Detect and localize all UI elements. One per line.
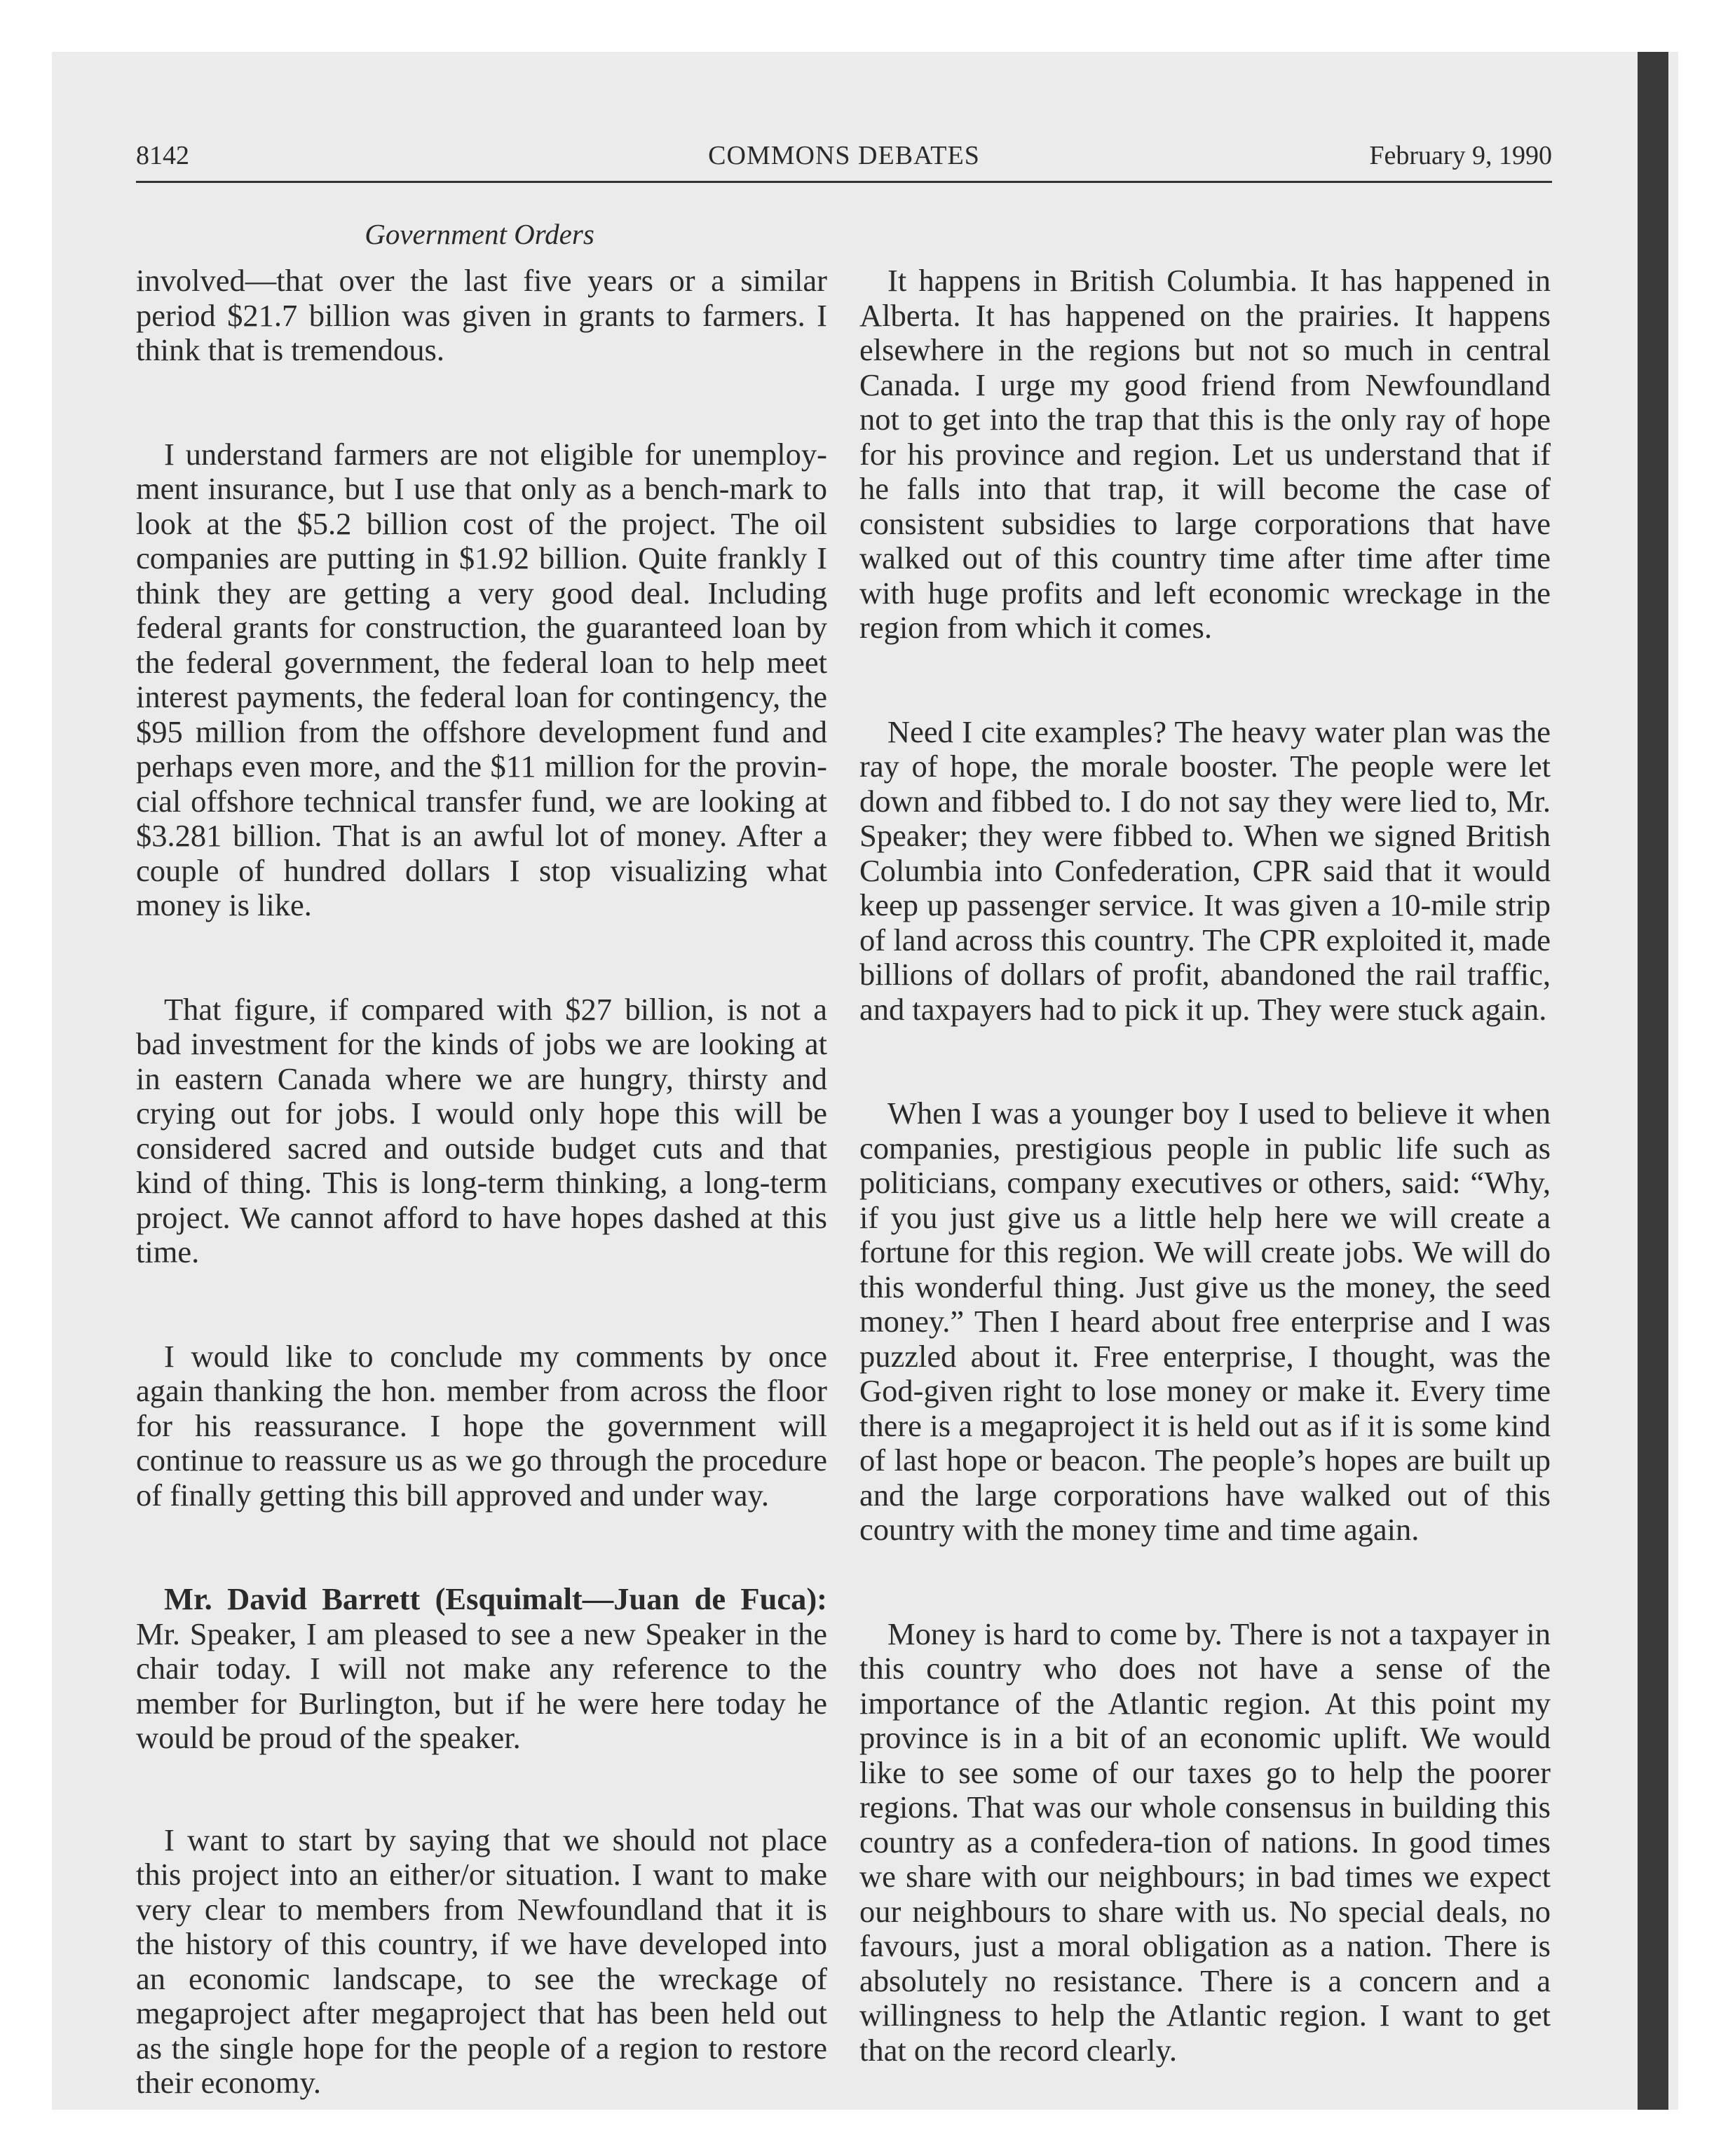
- page-number: 8142: [136, 141, 189, 170]
- paragraph: It happens in British Columbia. It has happened in Alberta. It has happened on the prairies. It happens elsewhere in the regions but not so much in central Canada. I urge my good friend from Newfoundland not to get into the trap that this is the only ray of hope for his province and region. Let us understand that if he falls into that trap, it will become the case of consistent subsidies to large corporations that have walked out of this country time after time after time with huge profits and left economic wreckage in the region from which it comes.: [859, 263, 1551, 645]
- paragraph: Money is hard to come by. There is not a taxpayer in this country who does not have a sense of the importance of the Atlantic region. At this point my province is in a bit of an economic uplift. We would like to see some of our taxes go to help the poorer regions. That was our whole consensus in building this country as a confedera-tion of nations. In good times we share with our neighbours; in bad times we expect our neighbours to share with us. No special deals, no favours, just a moral obligation as a nation. There is absolutely no resistance. There is a concern and a willingness to help the Atlantic region. I want to get that on the record clearly.: [859, 1616, 1551, 2068]
- paragraph: That figure, if compared with $27 billion, is not a bad investment for the kinds of jobs we are looking at in eastern Canada where we are hungry, thirsty and crying out for jobs. I would only hope this will be considered sacred and outside budget cuts and that kind of thing. This is long-term thinking, a long-term project. We cannot afford to have hopes dashed at this time.: [136, 991, 827, 1269]
- speaker-name: Mr. David Barrett (Esquimalt—Juan de Fuca):: [164, 1581, 827, 1616]
- paragraph: involved—that over the last five years or a similar period $21.7 billion was given in grants to farmers. I think that is tremendous.: [136, 263, 827, 367]
- paragraph: I would like to conclude my comments by once again thanking the hon. member from across the floor for his reassurance. I hope the government will continue to reassure us as we go through the procedure of finally getting this bill approved and under way.: [136, 1338, 827, 1513]
- paragraph: I want to start by saying that we should not place this project into an either/or situation. I want to make very clear to members from Newfoundland that it is the history of this country, if we have developed into an economic landscape, to see the wreckage of megaproject after megaproject that has been held out as the single hope for the people of a region to restore their economy.: [136, 1822, 827, 2100]
- speaker-paragraph: [136, 1582, 827, 1756]
- publication-title: COMMONS DEBATES: [708, 141, 980, 170]
- paragraph: Need I cite examples? The heavy water plan was the ray of hope, the morale booster. The people were let down and fibbed to. I do not say they were lied to, Mr. Speaker; they were fibbed to. When we signed British Columbia into Confederation, CPR said that it would keep up passenger service. It was given a 10-mile strip of land across this country. The CPR exploited it, made billions of dollars of profit, abandoned the rail traffic, and taxpayers had to pick it up. They were stuck again.: [859, 714, 1551, 1027]
- paragraph: I understand farmers are not eligible for unemploy-ment insurance, but I use that only as a bench-mark to look at the $5.2 billion cost of the project. The oil companies are putting in $1.92 billion. Quite frankly I think they are getting a very good deal. Including federal grants for construction, the guaranteed loan by the federal government, the federal loan to help meet interest payments, the federal loan for contingency, the $95 million from the offshore development fund and perhaps even more, and the $11 million for the provin-cial offshore technical transfer fund, we are looking at $3.281 billion. That is an awful lot of money. After a couple of hundred dollars I stop visualizing what money is like.: [136, 436, 827, 922]
- header-rule: [136, 181, 1552, 183]
- speaker-text: Mr. Speaker, I am pleased to see a new Speaker in the chair today. I will not make any reference to the member for Burlington, but if he were here today he would be proud of the speaker.: [136, 1616, 827, 1755]
- paragraph: When I was a younger boy I used to believe it when companies, prestigious people in public life such as politicians, company executives or others, said: “Why, if you just give us a little help here we will create a fortune for this region. We will create jobs. We will do this wonderful thing. Just give us the money, the seed money.” Then I heard about free enterprise and I was puzzled about it. Free enterprise, I thought, was the God-given right to lose money or make it. Every time there is a megaproject it is held out as if it is some kind of last hope or beacon. The people’s hopes are built up and the large corporations have walked out of this country with the money time and time again.: [859, 1096, 1551, 1547]
- section-heading: Government Orders: [365, 218, 594, 250]
- publication-date: February 9, 1990: [1369, 141, 1552, 170]
- scan-edge-shadow: [1638, 52, 1668, 2110]
- left-column: [136, 264, 827, 2101]
- page-header: [136, 140, 1552, 182]
- right-column: [859, 264, 1551, 2068]
